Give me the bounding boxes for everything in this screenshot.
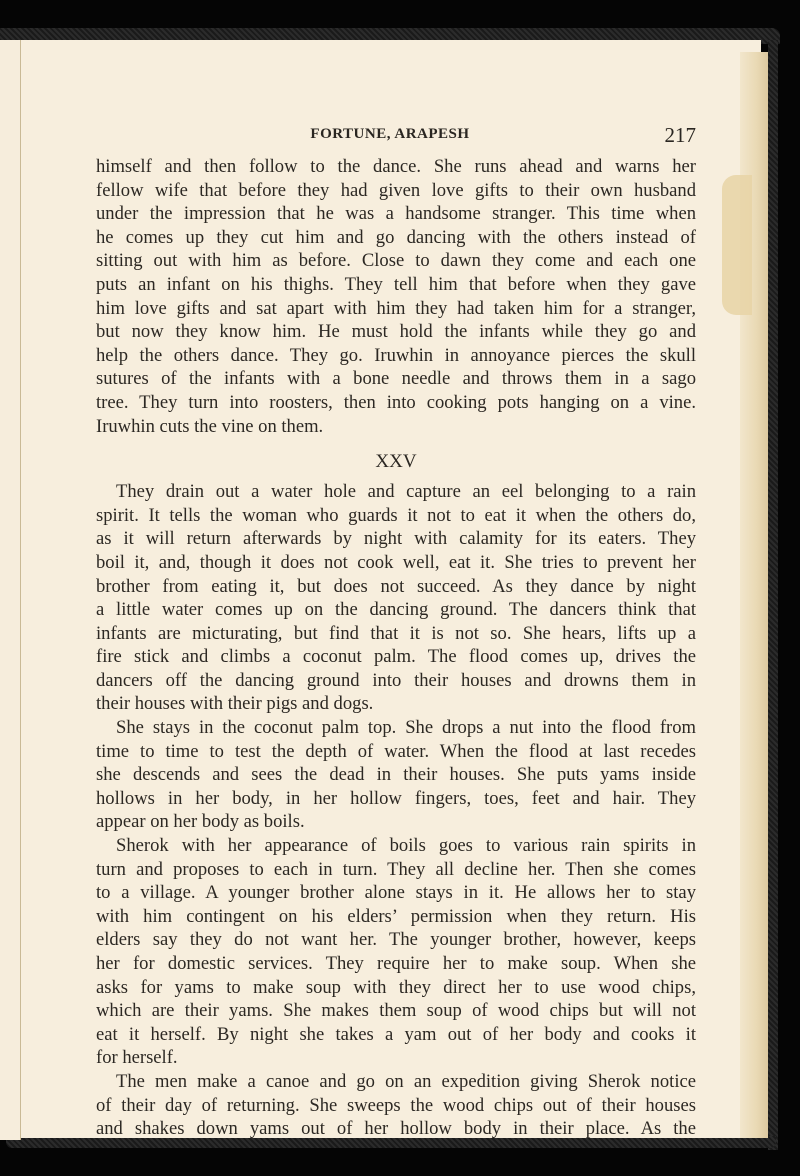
text-line: sitting out with him as before. Close to dawn they come and each one (96, 250, 696, 272)
text-line: time to time to test the depth of water. When the flood at last recedes (96, 740, 696, 762)
text-line: help the others dance. They go. Iruwhin in annoyance pierces the skull (96, 344, 696, 366)
text-line: spirit. It tells the woman who guards it not to eat it when the others do, (96, 504, 696, 526)
text-line: appear on her body as boils. (96, 811, 305, 833)
text-line: sutures of the infants with a bone needle and throws them in a sago (96, 368, 696, 390)
paragraph-4 (96, 834, 696, 1070)
paragraph-1 (96, 155, 696, 438)
text-line: under the impression that he was a handsome stranger. This time when (96, 203, 696, 225)
text-line: a little water comes up on the dancing ground. The dancers think that (96, 599, 696, 621)
text-line: for herself. (96, 1047, 178, 1069)
text-line: himself and then follow to the dance. She runs ahead and warns her (96, 156, 696, 177)
text-line: tree. They turn into roosters, then into cooking pots hanging on a vine. (96, 391, 696, 413)
page-number: 217 (664, 123, 696, 147)
text-line: she descends and sees the dead in their houses. She puts yams inside (96, 764, 696, 786)
text-line: puts an infant on his thighs. They tell him that before when they gave (96, 273, 696, 295)
text-line: which are their yams. She makes them soup of wood chips but will not (96, 1000, 696, 1022)
text-line: but now they know him. He must hold the infants while they go and (96, 321, 696, 343)
text-line: as it will return afterwards by night with calamity for its eaters. They (96, 528, 696, 550)
text-line: hollows in her body, in her hollow fingers, toes, feet and hair. They (96, 787, 696, 809)
text-line: dancers off the dancing ground into their houses and drowns them in (96, 669, 696, 691)
text-line: and shakes down yams out of her hollow body in their place. As the (96, 1118, 696, 1140)
page-stain (722, 175, 752, 315)
running-head (84, 123, 696, 150)
section-heading: XXV (375, 451, 417, 473)
text-line: Sherok with her appearance of boils goes to various rain spirits in (116, 835, 696, 857)
text-line: fellow wife that before they had given love gifts to their own husband (96, 179, 696, 201)
text-line: of their day of returning. She sweeps the wood chips out of their houses (96, 1094, 696, 1116)
running-title: FORTUNE, ARAPESH (310, 126, 470, 142)
text-line: They drain out a water hole and capture an eel belonging to a rain (116, 481, 696, 503)
text-line: their houses with their pigs and dogs. (96, 693, 374, 715)
previous-page-edge (0, 40, 21, 1140)
paragraph-3 (96, 716, 696, 834)
paragraph-5 (96, 1070, 696, 1141)
text-line: him love gifts and sat apart with him they had taken him for a stranger, (96, 297, 696, 319)
text-line: fire stick and climbs a coconut palm. The flood comes up, drives the (96, 646, 696, 668)
text-line: Iruwhin cuts the vine on them. (96, 415, 324, 437)
text-line: he comes up they cut him and go dancing with the others instead of (96, 226, 696, 248)
text-line: brother from eating it, but does not succeed. As they dance by night (96, 575, 696, 597)
book-cover-right-edge (768, 40, 778, 1150)
text-line: her for domestic services. They require her to make soup. When she (96, 953, 696, 974)
text-line: She stays in the coconut palm top. She drops a nut into the flood from (116, 717, 696, 739)
paragraph-2 (96, 480, 696, 716)
text-line: to a village. A younger brother alone stays in it. He allows her to stay (96, 882, 696, 904)
text-line: eat it herself. By night she takes a yam out of her body and cooks it (96, 1023, 696, 1045)
text-line: boil it, and, though it does not cook well, eat it. She tries to prevent her (96, 551, 696, 573)
text-line: The men make a canoe and go on an expedition giving Sherok notice (116, 1070, 696, 1092)
text-line: asks for yams to make soup with they direct her to use wood chips, (96, 976, 696, 998)
body-text (96, 155, 696, 1141)
text-line: turn and proposes to each in turn. They all decline her. Then she comes (96, 858, 696, 880)
text-line: infants are micturating, but find that it is not so. She hears, lifts up a (96, 622, 696, 644)
text-line: with him contingent on his elders’ permission when they return. His (96, 905, 696, 927)
text-line: elders say they do not want her. The younger brother, however, keeps (96, 929, 696, 951)
